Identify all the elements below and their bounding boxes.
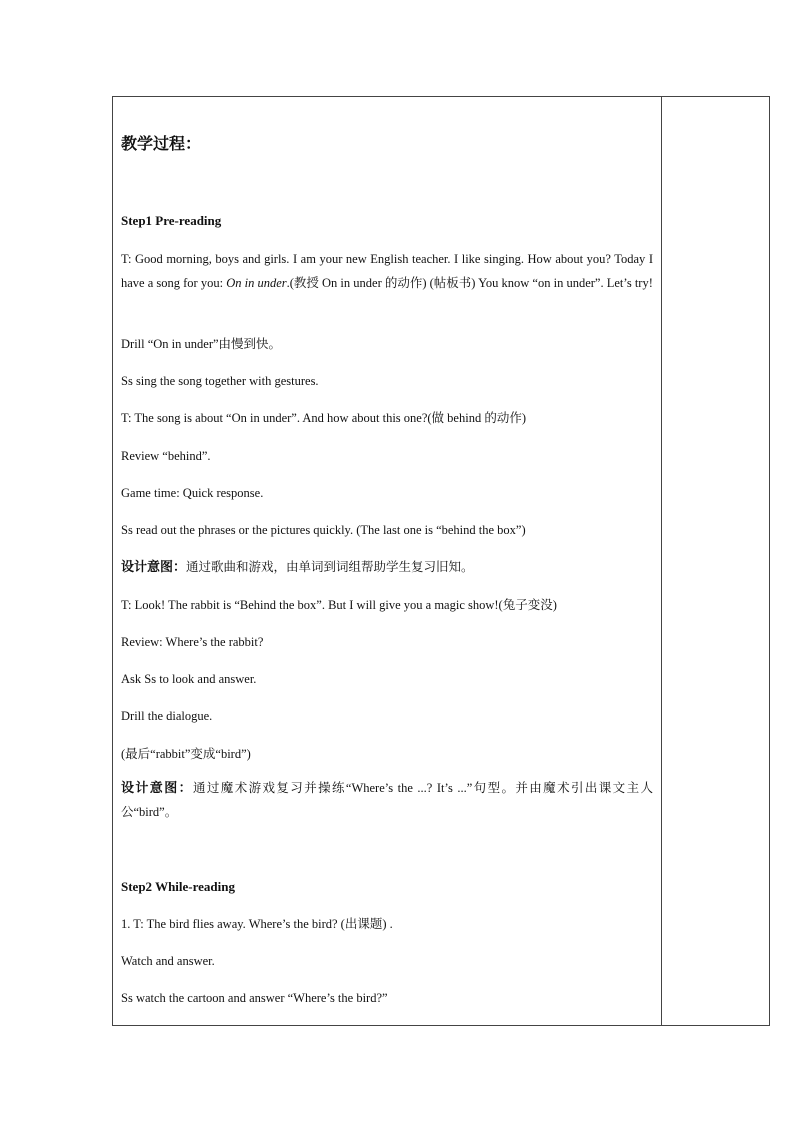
- bird-flies-line: 1. T: The bird flies away. Where’s the bird? (出课题) .: [121, 917, 393, 931]
- sing-line: Ss sing the song together with gestures.: [121, 374, 319, 388]
- song-title: On in under: [226, 276, 287, 290]
- design-intent-1-text: 通过歌曲和游戏，由单词到词组帮助学生复习旧知。: [186, 560, 474, 574]
- step2-heading: Step2 While-reading: [121, 879, 236, 894]
- column-divider: [661, 97, 662, 1025]
- game-line: Game time: Quick response.: [121, 486, 264, 500]
- watch-line: Watch and answer.: [121, 954, 215, 968]
- ask-line: Ask Ss to look and answer.: [121, 672, 257, 686]
- greeting-text-a: T: Good morning, boys and girls. I am your new English teacher. I like singing. How about you? Today I have a song for you:: [121, 252, 653, 290]
- design-intent-2: [121, 776, 653, 824]
- greeting-text-b: .(教授 On in under 的动作) (帖板书) You know “on in under”. Let’s try!: [286, 276, 653, 290]
- review-behind-line: Review “behind”.: [121, 449, 211, 463]
- design-intent-1-label: 设计意图：: [121, 559, 187, 574]
- greeting-paragraph: [121, 247, 653, 295]
- read-out-line: Ss read out the phrases or the pictures quickly. (The last one is “behind the box”): [121, 523, 526, 537]
- drill-line-2: Drill the dialogue.: [121, 709, 213, 723]
- design-intent-2-label: 设计意图：: [121, 780, 193, 795]
- step1-heading: Step1 Pre-reading: [121, 213, 222, 228]
- design-intent-1: [121, 559, 474, 575]
- drill-line-1: Drill “On in under”由慢到快。: [121, 337, 282, 351]
- section-title: 教学过程：: [121, 136, 202, 153]
- song-about-line: T: The song is about “On in under”. And how about this one?(做 behind 的动作): [121, 411, 526, 425]
- lesson-table: [112, 96, 770, 1026]
- look-rabbit-line: T: Look! The rabbit is “Behind the box”. But I will give you a magic show!(兔子变没): [121, 598, 557, 612]
- review-rabbit-line: Review: Where’s the rabbit?: [121, 635, 264, 649]
- cartoon-line: Ss watch the cartoon and answer “Where’s the bird?”: [121, 991, 388, 1005]
- rabbit-bird-line: (最后“rabbit”变成“bird”): [121, 747, 251, 761]
- design-intent-2-text: 通过魔术游戏复习并操练“Where’s the ...? It’s ...”句型。并由魔术引出课文主人公“bird”。: [121, 781, 653, 819]
